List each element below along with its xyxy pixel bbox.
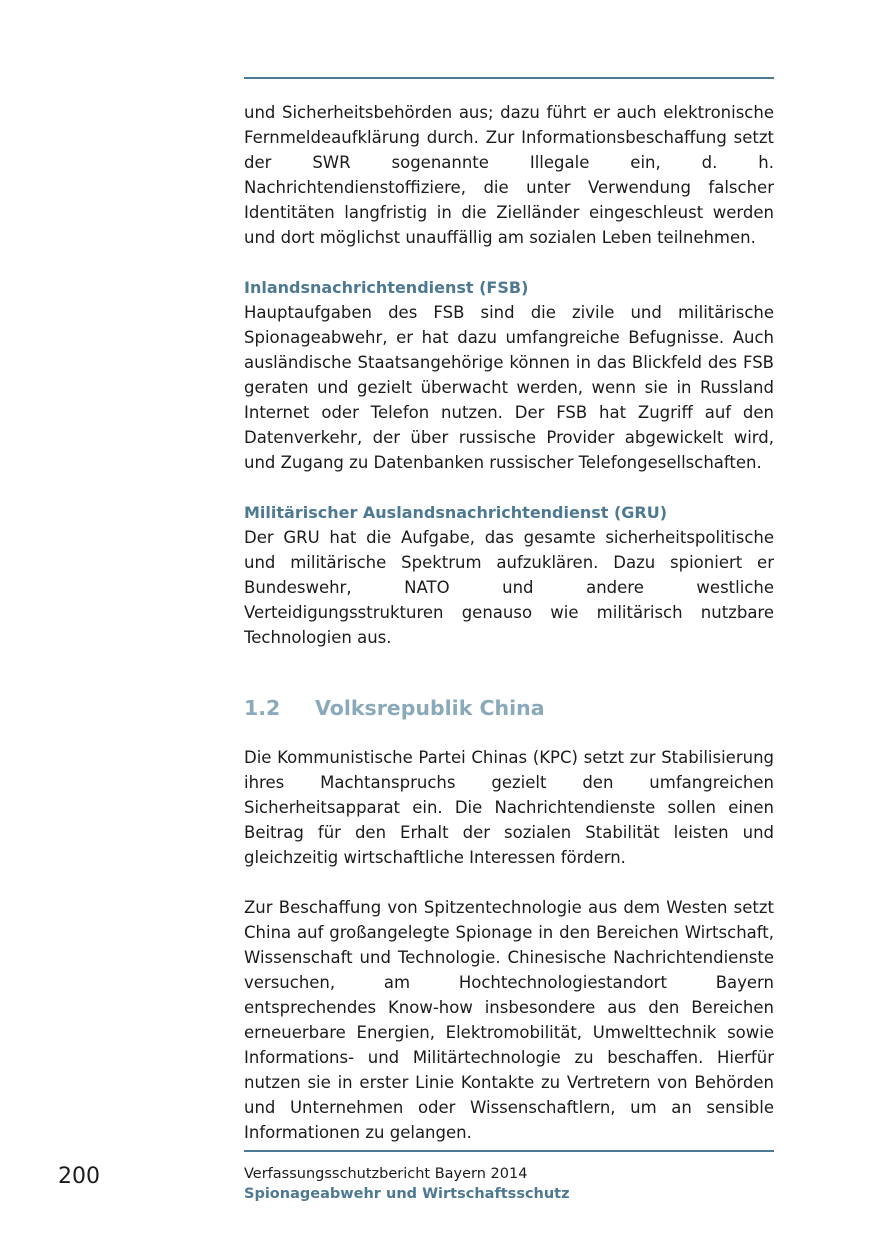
header-divider: [244, 77, 774, 79]
section-title: Volksrepublik China: [315, 696, 545, 720]
page-content: [244, 100, 774, 1145]
china-paragraph-2: Zur Beschaffung von Spitzentechnologie aus dem Westen setzt China auf großangelegte Spionage in den Bereichen Wirtschaft, Wissenschaft und Technologie. Chinesische Nachrichtendienste versuchen, am Hochtechnologiestandort Bayern entsprechendes Know-how insbesondere aus den Bereichen erneuerbare Energien, Elektromobilität, Umwelttechnik sowie Informations- und Militärtechnologie zu beschaffen. Hierfür nutzen sie in erster Linie Kontakte zu Vertretern von Behörden und Unternehmen oder Wissenschaftlern, um an sensible Informationen zu gelangen.: [244, 898, 774, 1142]
footer-divider: [244, 1150, 774, 1152]
page-number: 200: [58, 1164, 100, 1189]
fsb-paragraph: Hauptaufgaben des FSB sind die zivile und militärische Spionageabwehr, er hat dazu umfangreiche Befugnisse. Auch ausländische Staatsangehörige können in das Blickfeld des FSB geraten und gezielt überwacht werden, wenn sie in Russland Internet oder Telefon nutzen. Der FSB hat Zugriff auf den Datenverkehr, der über russische Provider abgewickelt wird, und Zugang zu Datenbanken russischer Telefongesellschaften.: [244, 303, 774, 472]
china-paragraph-1: Die Kommunistische Partei Chinas (KPC) setzt zur Stabilisierung ihres Machtanspruchs gezielt den umfangreichen Sicherheitsapparat ein. Die Nachrichtendienste sollen einen Beitrag für den Erhalt der sozialen Stabilität leisten und gleichzeitig wirtschaftliche Interessen fördern.: [244, 748, 774, 867]
footer-report-title: Verfassungsschutzbericht Bayern 2014: [244, 1166, 528, 1182]
gru-heading: Militärischer Auslandsnachrichtendienst (GRU): [244, 503, 668, 522]
footer: [244, 1164, 774, 1204]
gru-paragraph: Der GRU hat die Aufgabe, das gesamte sicherheitspolitische und militärische Spektrum aufzuklären. Dazu spioniert er Bundeswehr, NATO und andere westliche Verteidigungsstrukturen genauso wie militärisch nutzbare Technologien aus.: [244, 528, 774, 647]
section-heading: [244, 693, 774, 723]
fsb-heading: Inlandsnachrichtendienst (FSB): [244, 278, 529, 297]
intro-paragraph: und Sicherheitsbehörden aus; dazu führt er auch elektronische Fernmeldeaufklärung durch. Zur Informationsbeschaffung setzt der SWR sogenannte Illegale ein, d. h. Nachrichtendienstoffiziere, die unter Verwendung falscher Identitäten langfristig in die Zielländer eingeschleust werden und dort möglichst unauffällig am sozialen Leben teilnehmen.: [244, 103, 774, 247]
footer-chapter-title: Spionageabwehr und Wirtschaftsschutz: [244, 1186, 570, 1202]
section-number: 1.2: [244, 696, 281, 720]
